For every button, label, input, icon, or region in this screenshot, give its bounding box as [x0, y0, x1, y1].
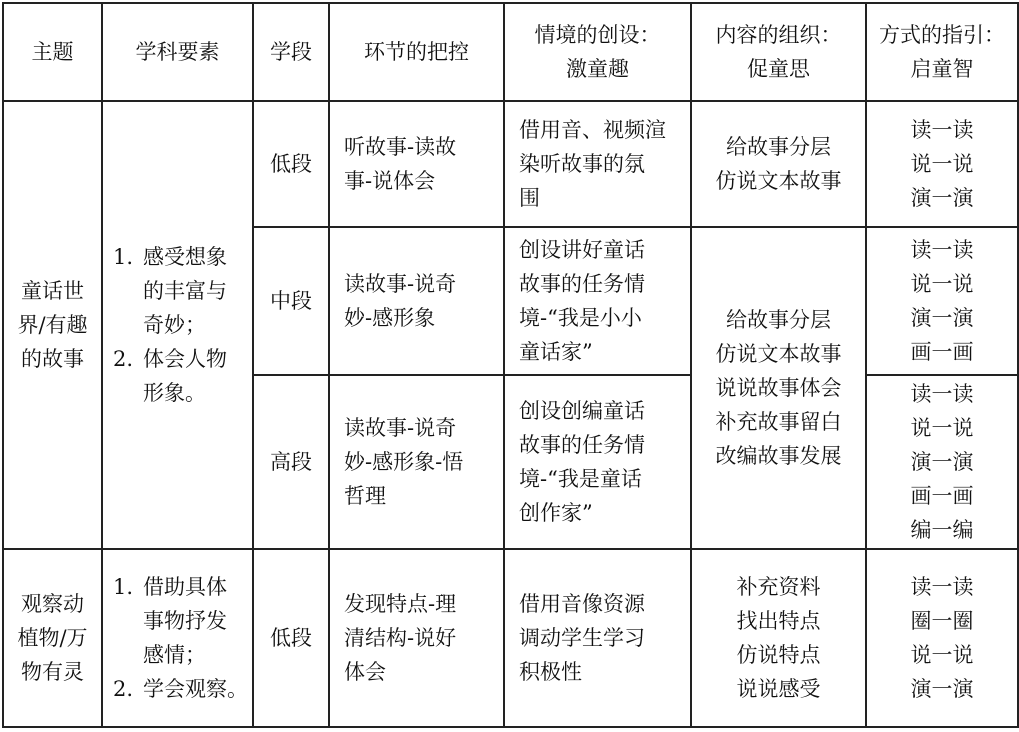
list-item: 1. 感受想象 的丰富与 奇妙； — [113, 245, 227, 337]
list-item: 1. 借助具体 事物抒发 感情； — [113, 575, 227, 667]
elements-list — [103, 570, 252, 706]
stage-cell: 高段 — [253, 375, 329, 549]
method-cell: 读一读 圈一圈 说一说 演一演 — [866, 549, 1018, 727]
header-content: 内容的组织： 促童思 — [691, 3, 866, 101]
curriculum-table — [2, 2, 1019, 728]
link-cell: 听故事-读故 事-说体会 — [329, 101, 504, 227]
stage-cell: 中段 — [253, 227, 329, 375]
header-link-control: 环节的把控 — [329, 3, 504, 101]
header-situation: 情境的创设： 激童趣 — [504, 3, 691, 101]
header-theme: 主题 — [3, 3, 102, 101]
situation-cell: 借用音像资源 调动学生学习 积极性 — [504, 549, 691, 727]
list-item: 2. 学会观察。 — [113, 677, 248, 701]
situation-cell: 借用音、视频渲 染听故事的氛 围 — [504, 101, 691, 227]
header-subject-elements: 学科要素 — [102, 3, 253, 101]
theme-cell: 童话世 界/有趣 的故事 — [3, 101, 102, 549]
table-row — [3, 101, 1018, 227]
stage-cell: 低段 — [253, 549, 329, 727]
list-item: 2. 体会人物 形象。 — [113, 347, 227, 405]
subject-elements-cell — [102, 101, 253, 549]
situation-cell: 创设讲好童话 故事的任务情 境-“我是小小 童话家” — [504, 227, 691, 375]
stage-cell: 低段 — [253, 101, 329, 227]
header-method: 方式的指引： 启童智 — [866, 3, 1018, 101]
header-row — [3, 3, 1018, 101]
theme-cell: 观察动 植物/万 物有灵 — [3, 549, 102, 727]
method-cell: 读一读 说一说 演一演 — [866, 101, 1018, 227]
content-cell: 给故事分层 仿说文本故事 — [691, 101, 866, 227]
link-cell: 读故事-说奇 妙-感形象-悟 哲理 — [329, 375, 504, 549]
situation-cell: 创设创编童话 故事的任务情 境-“我是童话 创作家” — [504, 375, 691, 549]
link-cell: 读故事-说奇 妙-感形象 — [329, 227, 504, 375]
method-cell: 读一读 说一说 演一演 画一画 编一编 — [866, 375, 1018, 549]
table-row — [3, 549, 1018, 727]
elements-list — [103, 240, 252, 410]
subject-elements-cell — [102, 549, 253, 727]
link-cell: 发现特点-理 清结构-说好 体会 — [329, 549, 504, 727]
method-cell: 读一读 说一说 演一演 画一画 — [866, 227, 1018, 375]
content-cell-merged: 给故事分层 仿说文本故事 说说故事体会 补充故事留白 改编故事发展 — [691, 227, 866, 549]
header-stage: 学段 — [253, 3, 329, 101]
content-cell: 补充资料 找出特点 仿说特点 说说感受 — [691, 549, 866, 727]
